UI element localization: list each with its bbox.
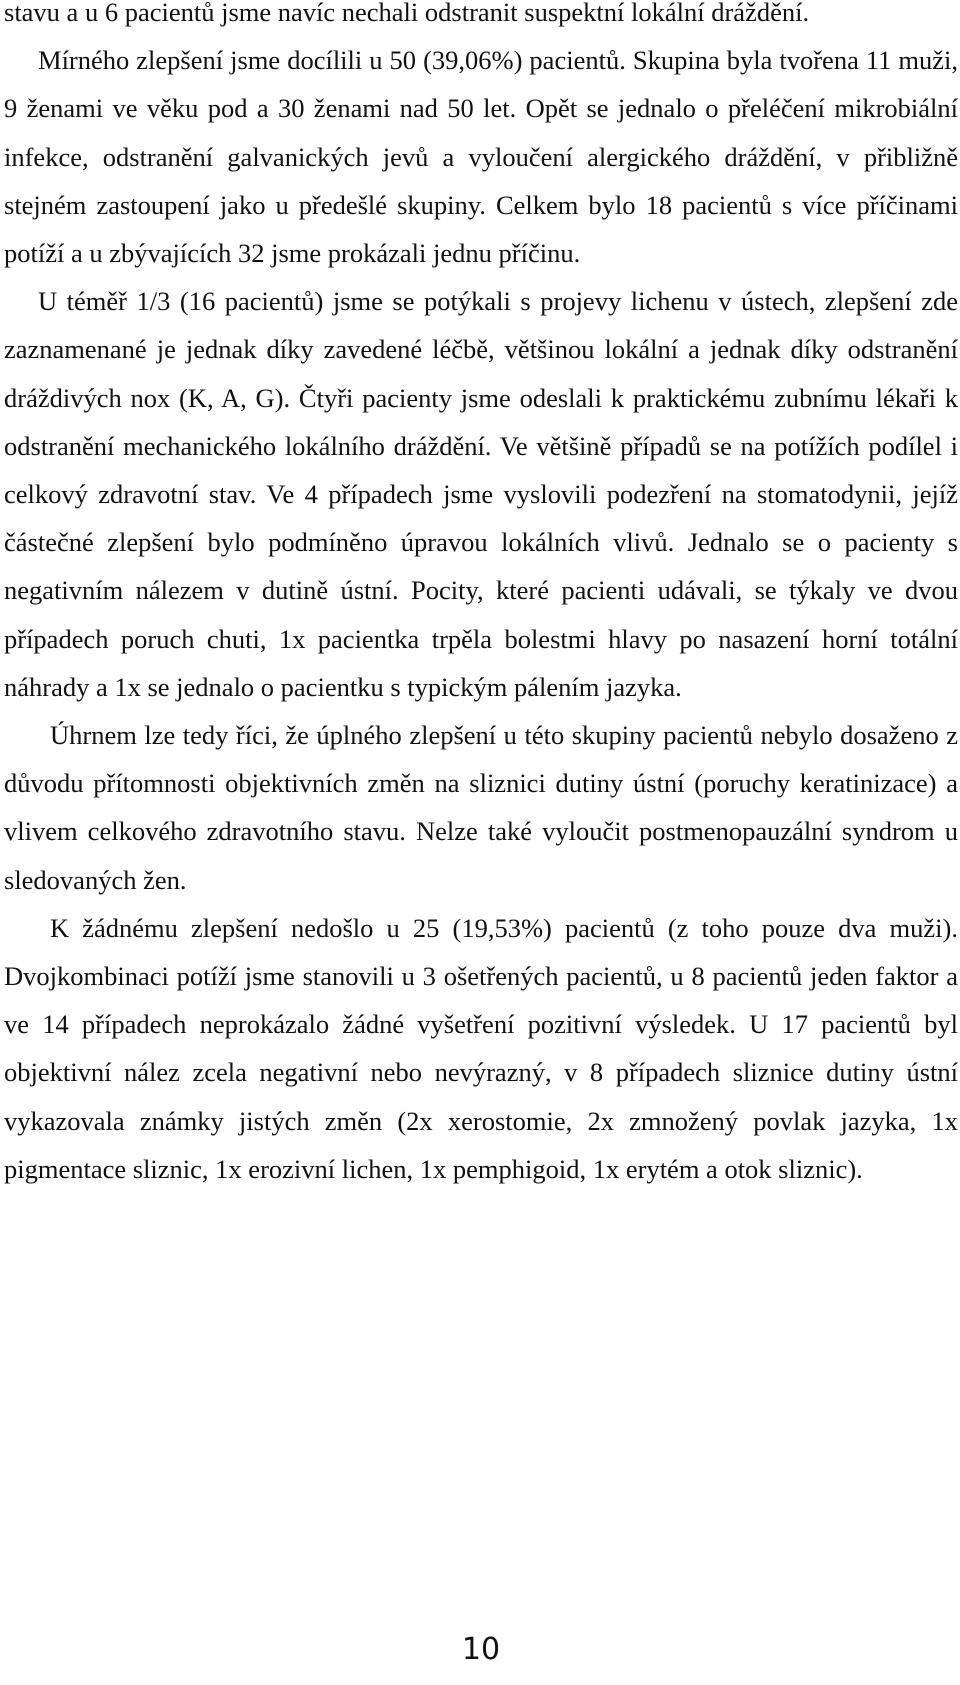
page-number: 10 xyxy=(461,1632,501,1667)
paragraph-lichen: U téměř 1/3 (16 pacientů) jsme se potýkali s projevy lichenu v ústech, zlepšení zde zaznamenané je jednak díky zavedené léčbě, většinou lokální a jednak díky odstranění dráždivých nox (K, A, G). Čtyři pacienty jsme odeslali k praktickému zubnímu lékaři k odstranění mechanického lokálního dráždění. Ve většině případů se na potížích podílel i celkový zdravotní stav. Ve 4 případech jsme vyslovili podezření na stomatodynii, jejíž částečné zlepšení bylo podmíněno úpravou lokálních vlivů. Jednalo se o pacienty s negativním nálezem v dutině ústní. Pocity, které pacienti udávali, se týkaly ve dvou případech poruch chuti, 1x pacientka trpěla bolestmi hlavy po nasazení horní totální náhrady a 1x se jednalo o pacientku s typickým pálením jazyka. xyxy=(4,286,958,702)
document-page xyxy=(4,0,958,1685)
paragraph-summary: Úhrnem lze tedy říci, že úplného zlepšení u této skupiny pacientů nebylo dosaženo z důvodu přítomnosti objektivních změn na sliznici dutiny ústní (poruchy keratinizace) a vlivem celkového zdravotního stavu. Nelze také vyloučit postmenopauzální syndrom u sledovaných žen. xyxy=(4,720,958,895)
paragraph-mild-improvement: Mírného zlepšení jsme docílili u 50 (39,06%) pacientů. Skupina byla tvořena 11 muži, 9 ženami ve věku pod a 30 ženami nad 50 let. Opět se jednalo o přeléčení mikrobiální infekce, odstranění galvanických jevů a vyloučení alergického dráždění, v přibližně stejném zastoupení jako u předešlé skupiny. Celkem bylo 18 pacientů s více příčinami potíží a u zbývajících 32 jsme prokázali jednu příčinu. xyxy=(4,45,958,269)
body-text xyxy=(4,0,958,1193)
paragraph-no-improvement: K žádnému zlepšení nedošlo u 25 (19,53%) pacientů (z toho pouze dva muži). Dvojkombinaci potíží jsme stanovili u 3 ošetřených pacientů, u 8 pacientů jeden faktor a ve 14 případech neprokázalo žádné vyšetření pozitivní výsledek. U 17 pacientů byl objektivní nález zcela negativní nebo nevýrazný, v 8 případech sliznice dutiny ústní vykazovala známky jistých změn (2x xerostomie, 2x zmnožený povlak jazyka, 1x pigmentace sliznic, 1x erozivní lichen, 1x pemphigoid, 1x erytém a otok sliznic). xyxy=(4,912,958,1184)
paragraph-continuation: stavu a u 6 pacientů jsme navíc nechali odstranit suspektní lokální dráždění. xyxy=(4,0,810,27)
